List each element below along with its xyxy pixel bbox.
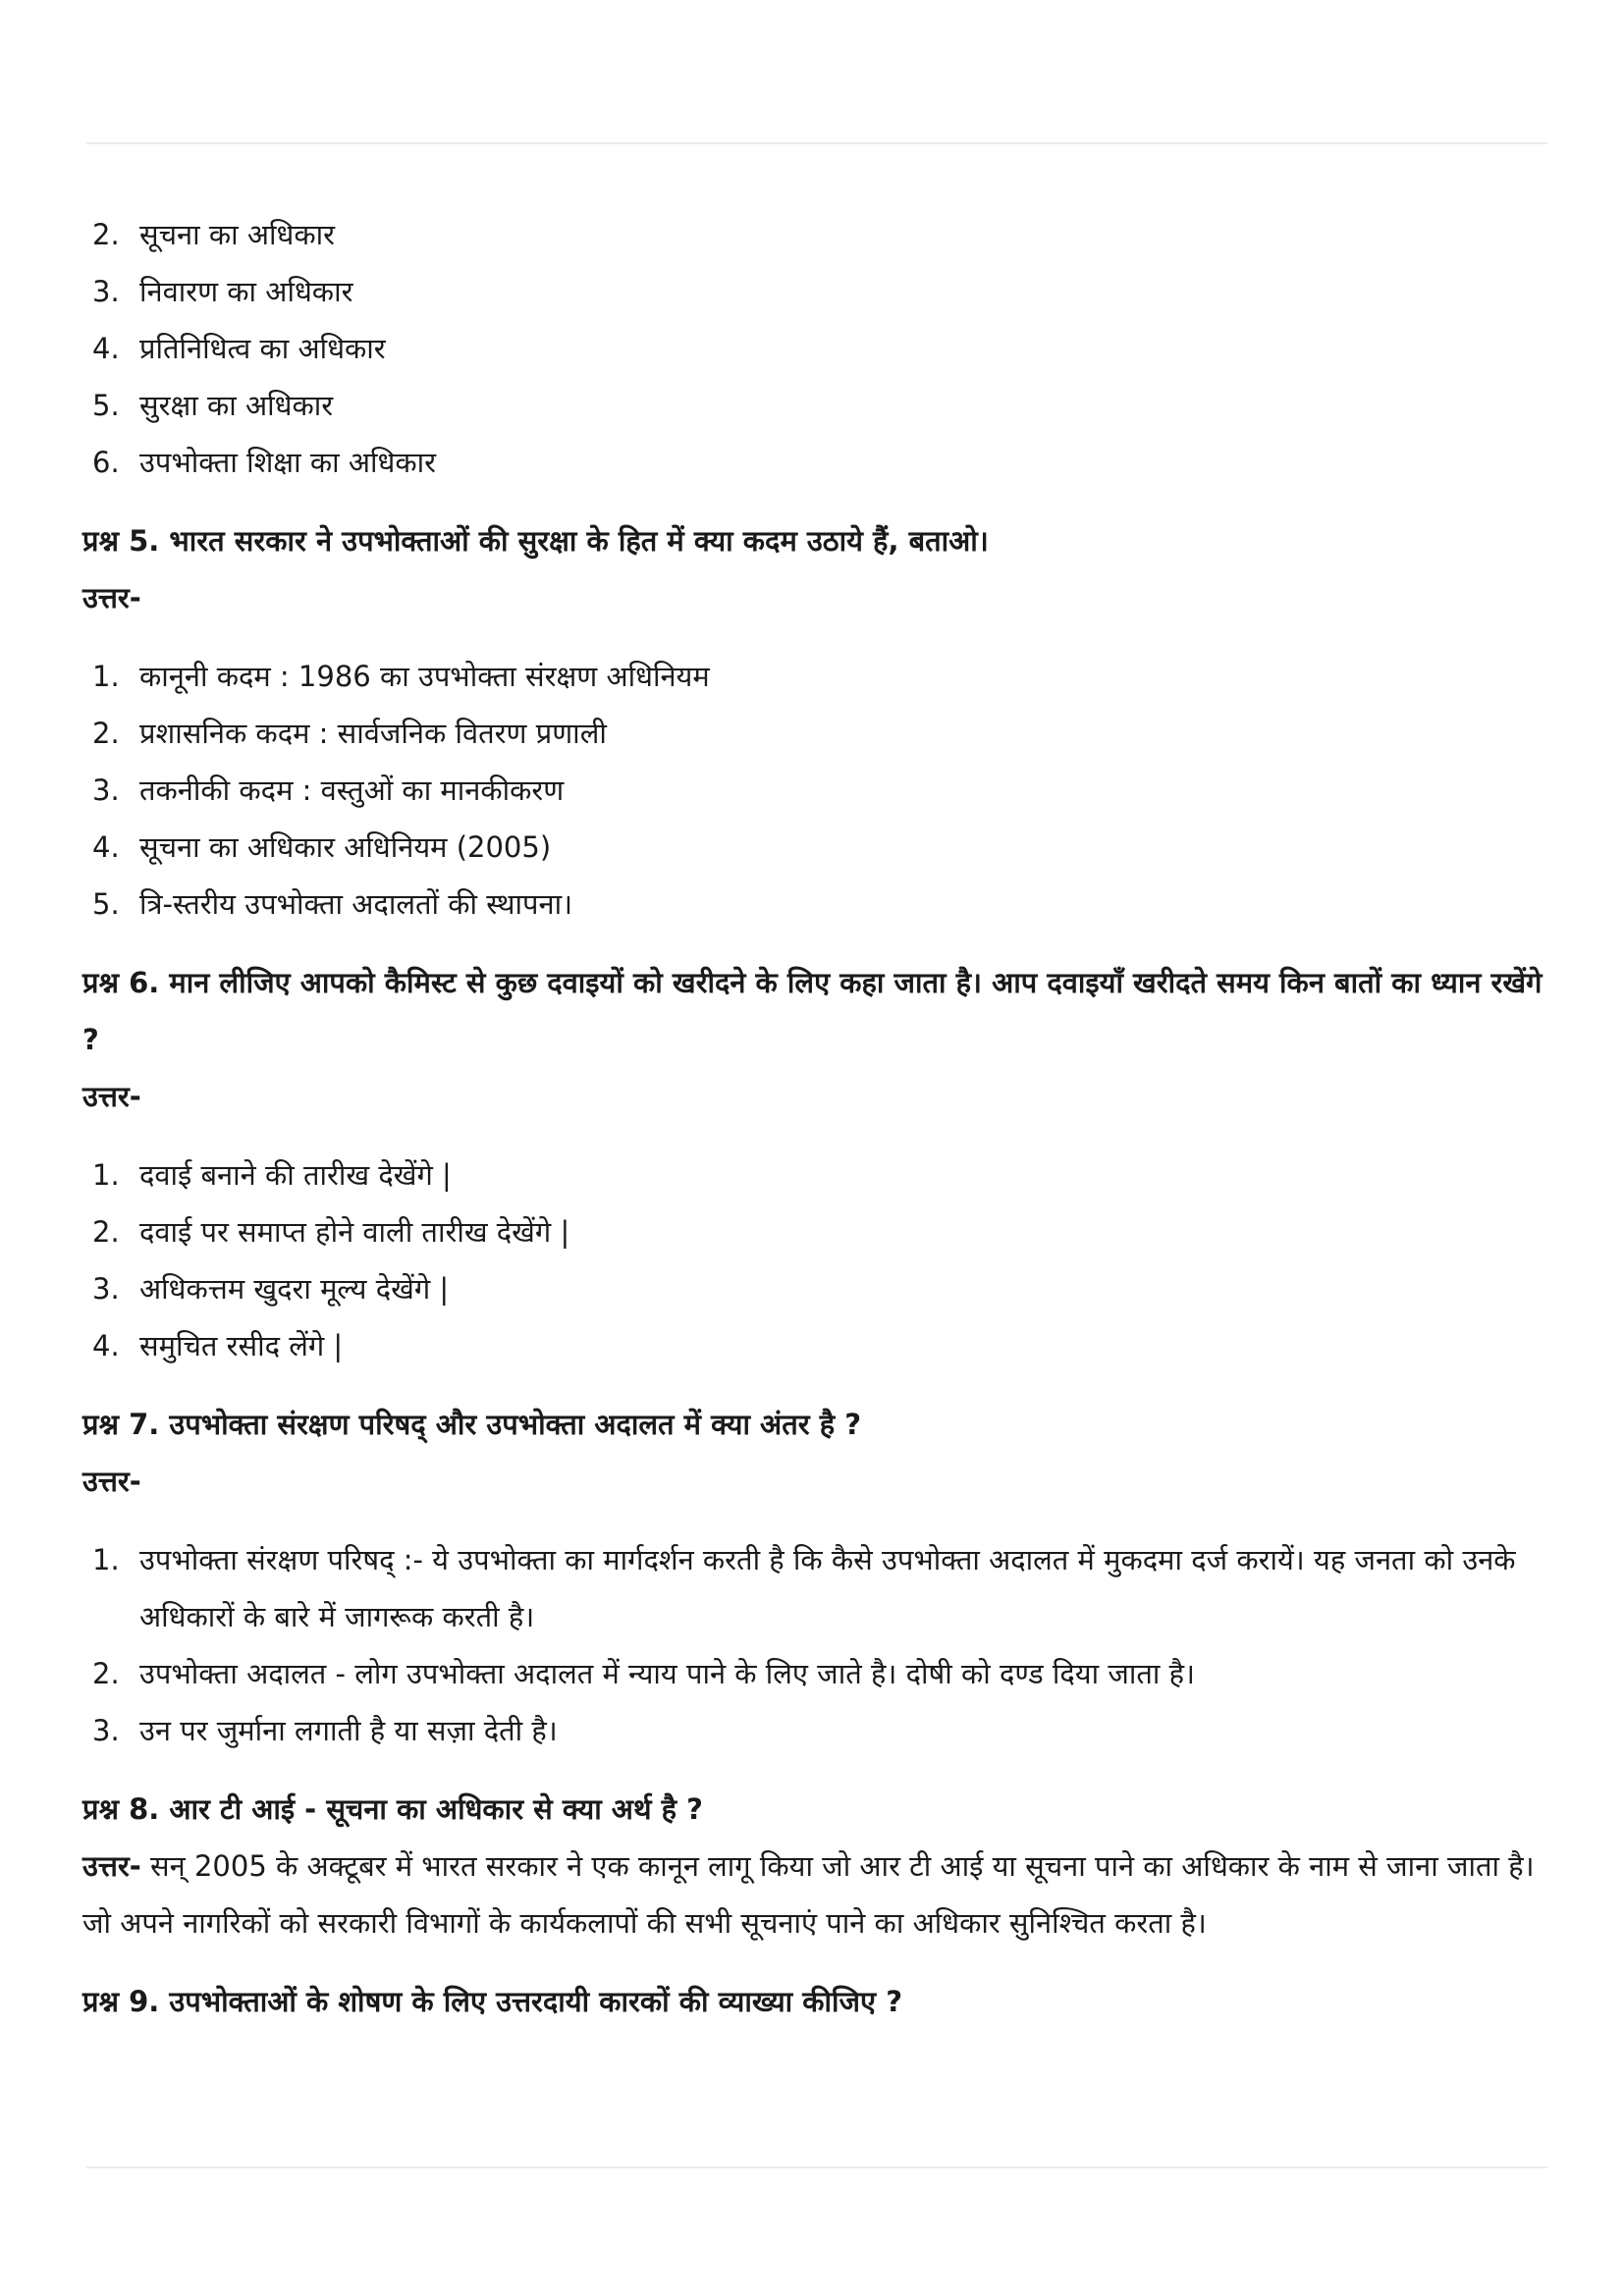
question-5: [82, 512, 1555, 933]
answer-text: सन् 2005 के अक्टूबर में भारत सरकार ने एक कानून लागू किया जो आर टी आई या सूचना पाने का अधिकार के नाम से जाना जाता है। जो अपने नागरिकों को सरकारी विभागों के कार्यकलापों की सभी सूचनाएं पाने का अधिकार सुनिश्चित करता है।: [82, 1849, 1535, 1940]
list-item: 5. सुरक्षा का अधिकार: [92, 389, 334, 422]
list-item: 2. उपभोक्ता अदालत - लोग उपभोक्ता अदालत में न्याय पाने के लिए जाते है। दोषी को दण्ड दिया जाता है।: [92, 1657, 1196, 1690]
list-item: 1. दवाई बनाने की तारीख देखेंगे |: [92, 1158, 452, 1192]
list-item: 3. अधिकत्तम खुदरा मूल्य देखेंगे |: [92, 1272, 450, 1306]
list-item: 1. कानूनी कदम : 1986 का उपभोक्ता संरक्षण अधिनियम: [92, 660, 710, 693]
answer-label: उत्तर-: [82, 1849, 141, 1883]
answer-label: उत्तर-: [82, 581, 141, 614]
list-item: 4. सूचना का अधिकार अधिनियम (2005): [92, 830, 552, 864]
question-heading: प्रश्न 9. उपभोक्ताओं के शोषण के लिए उत्तरदायी कारकों की व्याख्या कीजिए ?: [82, 1985, 903, 2018]
answer-list: [82, 1147, 1555, 1374]
question-7: [82, 1396, 1555, 1759]
intro-list: [82, 206, 1555, 491]
list-item: 2. सूचना का अधिकार: [92, 218, 335, 251]
question-6: [82, 954, 1555, 1374]
list-item: 2. दवाई पर समाप्त होने वाली तारीख देखेंगे |: [92, 1215, 570, 1249]
list-item: 1. उपभोक्ता संरक्षण परिषद् :- ये उपभोक्ता का मार्गदर्शन करती है कि कैसे उपभोक्ता अदालत में मुकदमा दर्ज करायें। यह जनता को उनके अधिकारों के बारे में जागरूक करती है।: [92, 1543, 1516, 1633]
answer-label: उत्तर-: [82, 1465, 141, 1498]
top-divider: [86, 142, 1547, 144]
list-item: 3. निवारण का अधिकार: [92, 275, 353, 308]
list-item: 4. समुचित रसीद लेंगे |: [92, 1329, 344, 1362]
question-heading: प्रश्न 5. भारत सरकार ने उपभोक्ताओं की सुरक्षा के हित में क्या कदम उठाये हैं, बताओ।: [82, 524, 989, 558]
answer-paragraph: [82, 1838, 1555, 1951]
question-heading: प्रश्न 6. मान लीजिए आपको कैमिस्ट से कुछ दवाइयों को खरीदने के लिए कहा जाता है। आप दवाइयाँ खरीदते समय किन बातों का ध्यान रखेंगे ?: [82, 966, 1542, 1056]
question-8: [82, 1781, 1555, 1951]
answer-label: उत्तर-: [82, 1080, 141, 1113]
answer-list: [82, 648, 1555, 933]
list-item: 3. उन पर जुर्माना लगाती है या सज़ा देती है।: [92, 1714, 558, 1747]
list-item: 2. प्रशासनिक कदम : सार्वजनिक वितरण प्रणाली: [92, 717, 607, 750]
list-item: 3. तकनीकी कदम : वस्तुओं का मानकीकरण: [92, 774, 565, 807]
question-heading: प्रश्न 7. उपभोक्ता संरक्षण परिषद् और उपभोक्ता अदालत में क्या अंतर है ?: [82, 1408, 862, 1441]
list-item: 4. प्रतिनिधित्व का अधिकार: [92, 332, 386, 365]
answer-list: [82, 1531, 1555, 1759]
list-item: 5. त्रि-स्तरीय उपभोक्ता अदालतों की स्थापना।: [92, 887, 573, 921]
question-9: [82, 1973, 1555, 2030]
list-item: 6. उपभोक्ता शिक्षा का अधिकार: [92, 446, 436, 479]
document-body: [82, 206, 1555, 2030]
question-heading: प्रश्न 8. आर टी आई - सूचना का अधिकार से क्या अर्थ है ?: [82, 1792, 703, 1826]
bottom-divider: [86, 2166, 1547, 2168]
